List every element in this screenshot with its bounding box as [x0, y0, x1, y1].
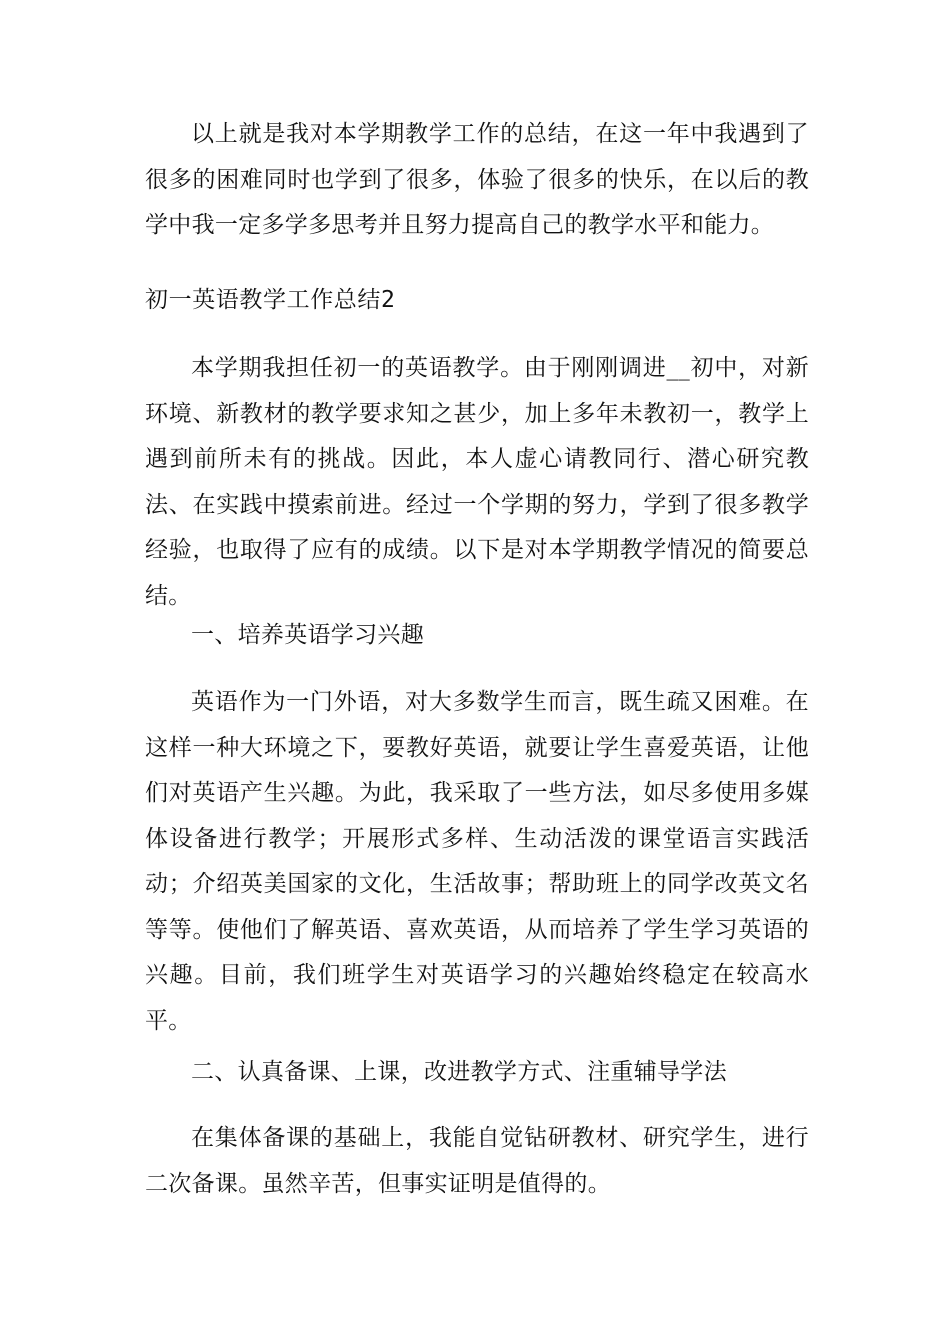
section-heading-1: 一、培养英语学习兴趣 — [191, 622, 424, 648]
intro-paragraph: 本学期我担任初一的英语教学。由于刚刚调进__初中，对新环境、新教材的教学要求知之甚少，加上多年未教初一，教学上遇到前所未有的挑战。因此，本人虚心请教同行、潜心研究教法、在实践中摸索前进。经过一个学期的努力，学到了很多教学经验，也取得了应有的成绩。以下是对本学期教学情况的简要总结。 — [145, 355, 809, 609]
lesson-paragraph: 在集体备课的基础上，我能自觉钻研教材、研究学生，进行二次备课。虽然辛苦，但事实证明是值得的。 — [145, 1125, 809, 1197]
document-title: 初一英语教学工作总结2 — [145, 287, 396, 313]
closing-paragraph: 以上就是我对本学期教学工作的总结，在这一年中我遇到了很多的困难同时也学到了很多，体验了很多的快乐，在以后的教学中我一定多学多思考并且努力提高自己的教学水平和能力。 — [145, 121, 809, 238]
interest-paragraph: 英语作为一门外语，对大多数学生而言，既生疏又困难。在这样一种大环境之下，要教好英语，就要让学生喜爱英语，让他们对英语产生兴趣。为此，我采取了一些方法，如尽多使用多媒体设备进行教学；开展形式多样、生动活泼的课堂语言实践活动；介绍英美国家的文化，生活故事；帮助班上的同学改英文名等等。使他们了解英语、喜欢英语，从而培养了学生学习英语的兴趣。目前，我们班学生对英语学习的兴趣始终稳定在较高水平。 — [145, 689, 809, 1034]
section-heading-2: 二、认真备课、上课，改进教学方式、注重辅导学法 — [191, 1059, 727, 1085]
